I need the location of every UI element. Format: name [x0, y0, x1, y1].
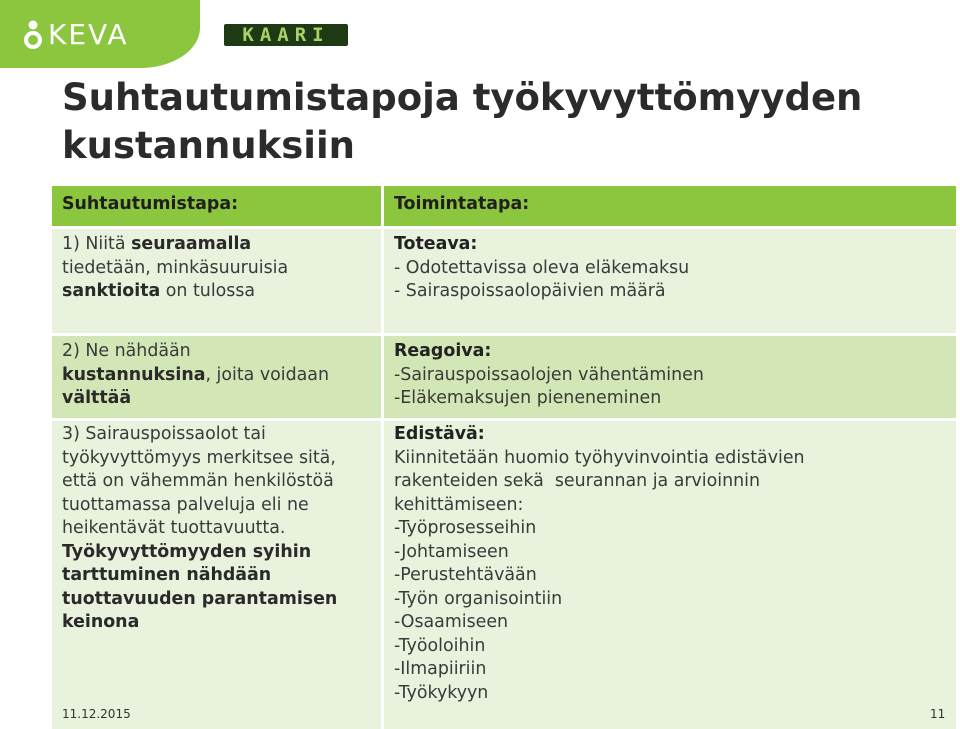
- logo-band: [0, 0, 200, 68]
- row1-text-1: 1) Niitä: [62, 234, 132, 254]
- row3-item: -Johtamiseen: [394, 541, 509, 562]
- row2-method: [384, 336, 956, 418]
- row3-item: -Työoloihin: [394, 635, 486, 656]
- row3-item: -Ilmapiiriin: [394, 659, 487, 679]
- row3-line: 3) Sairauspoissaolot tai: [62, 424, 266, 444]
- row1-approach: [52, 229, 384, 333]
- row2-text-1: 2) Ne nähdään: [62, 341, 191, 361]
- row3-line: heikentävät tuottavuutta.: [62, 518, 286, 538]
- keva-person-icon: [22, 19, 44, 49]
- row3-line: tuottamassa palveluja eli ne: [62, 494, 309, 515]
- row1-item: - Odotettavissa oleva eläkemaksu: [394, 257, 690, 278]
- row3-item: kehittämiseen:: [394, 494, 524, 515]
- row1-heading: Toteava:: [394, 234, 478, 254]
- row2-bold-1: kustannuksina: [62, 364, 206, 385]
- kaari-logo: KAARI: [224, 24, 348, 46]
- row3-line: työkyvyttömyys merkitsee sitä,: [62, 447, 336, 468]
- row1-item: - Sairaspoissaolopäivien määrä: [394, 281, 666, 301]
- row3-item: -Perustehtävään: [394, 565, 537, 585]
- page-number: 11: [930, 707, 946, 721]
- row3-item: -Työn organisointiin: [394, 588, 563, 609]
- row3-bold-line: tuottavuuden parantamisen: [62, 588, 338, 609]
- row3-approach: [52, 421, 384, 729]
- row2-approach: [52, 336, 384, 418]
- row3-item: Kiinnitetään huomio työhyvinvointia edistävien: [394, 447, 805, 468]
- row3-method: [384, 421, 956, 729]
- keva-wordmark: KEVA: [48, 17, 129, 51]
- row2-text-2: , joita voidaan: [205, 364, 329, 385]
- row1-bold-1: seuraamalla: [131, 234, 252, 254]
- row3-item: -Työprosesseihin: [394, 518, 537, 538]
- footer-date: 11.12.2015: [62, 707, 131, 721]
- header-approach: Suhtautumistapa:: [52, 186, 384, 226]
- row3-bold-line: keinona: [62, 612, 140, 632]
- row3-line: että on vähemmän henkilöstöä: [62, 471, 334, 491]
- row3-bold-line: tarttuminen nähdään: [62, 565, 272, 585]
- comparison-table: [52, 186, 956, 729]
- row1-method: [384, 229, 956, 333]
- row1-text-2: tiedetään, minkäsuuruisia: [62, 257, 289, 278]
- row3-bold-line: Työkyvyttömyyden syihin: [62, 541, 312, 562]
- row1-text-3: on tulossa: [160, 281, 256, 301]
- row2-bold-2: välttää: [62, 388, 132, 408]
- row3-heading: Edistävä:: [394, 424, 485, 444]
- row2-item: -Sairauspoissaolojen vähentäminen: [394, 364, 704, 385]
- row2-item: -Eläkemaksujen pieneneminen: [394, 388, 662, 408]
- slide-title: Suhtautumistapoja työkyvyttömyyden kustannuksiin: [62, 76, 863, 167]
- keva-logo: [22, 16, 129, 52]
- row3-item: -Työkykyyn: [394, 682, 489, 703]
- row3-item: rakenteiden sekä seurannan ja arvioinnin: [394, 471, 761, 491]
- header-method: Toimintatapa:: [384, 186, 956, 226]
- row3-item: -Osaamiseen: [394, 612, 509, 632]
- row2-heading: Reagoiva:: [394, 341, 492, 361]
- row1-bold-2: sanktioita: [62, 281, 161, 301]
